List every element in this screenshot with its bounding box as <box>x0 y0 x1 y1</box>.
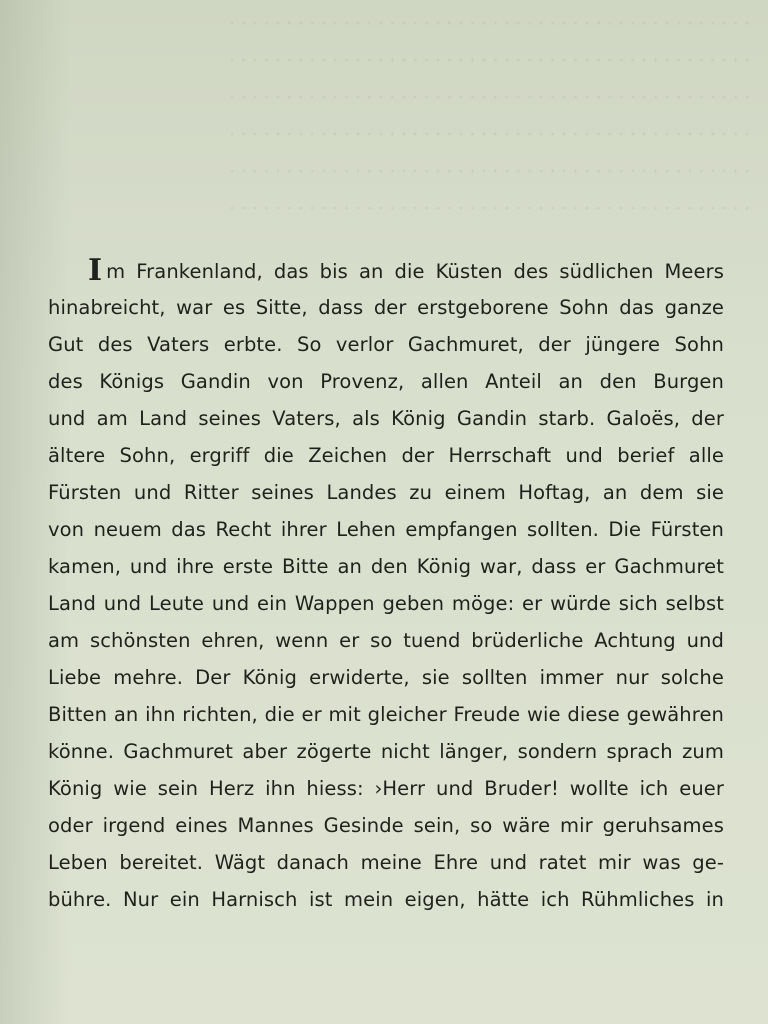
text-line: König wie sein Herz ihn hiess: ›Herr und Bruder! wollte ich euer <box>48 777 724 800</box>
body-text <box>48 252 724 918</box>
text-line: Bitten an ihn richten, die er mit gleicher Freude wie diese gewähren <box>48 703 724 726</box>
text-line: Gut des Vaters erbte. So verlor Gachmuret, der jüngere Sohn <box>48 333 724 356</box>
text-line: am schönsten ehren, wenn er so tuend brüderliche Achtung und <box>48 629 724 652</box>
text-line: des Königs Gandin von Provenz, allen Anteil an den Burgen <box>48 370 724 393</box>
show-through-text: . . . . . . . . . . . . . . . . . . . . . . . . . . . . . . . . . . . . . . . . . . . . . . . . . . . . . . . . . . . . . . . . . . . . . . . . . . . . . . . . . . . . . . . . . . . . . . . . . . . . . . . . . . . . . . . . . . . . . . . . . . . . . . . . . . . . . . . . . . . . . . . . . . . . . . . . . . . . . . . . . . . . . . . . . . . . . . . . . . . . . . . . . . . . . . . . . . . . . . . . . . . . . . . . . . . . . . . . . . . . . . . . . . . . . . . . . . . . . . . . . . . . . . . . . . . . . . . . . . . . . . . . . . . . . . . . . . . . <box>229 8 750 214</box>
text-line: bühre. Nur ein Harnisch ist mein eigen, hätte ich Rühmliches in <box>48 888 724 911</box>
text-line: von neuem das Recht ihrer Lehen empfangen sollten. Die Fürsten <box>48 518 724 541</box>
first-line-text: m Frankenland, das bis an die Küsten des südlichen Meers <box>106 260 724 283</box>
text-line: und am Land seines Vaters, als König Gandin starb. Galoës, der <box>48 407 724 430</box>
text-line: Leben bereitet. Wägt danach meine Ehre und ratet mir was ge- <box>48 851 724 874</box>
drop-cap: I <box>88 253 103 288</box>
text-line: könne. Gachmuret aber zögerte nicht länger, sondern sprach zum <box>48 740 724 763</box>
text-line: Land und Leute und ein Wappen geben möge: er würde sich selbst <box>48 592 724 615</box>
text-line-1 <box>48 252 724 289</box>
text-line: Fürsten und Ritter seines Landes zu einem Hoftag, an dem sie <box>48 481 724 504</box>
text-line: oder irgend eines Mannes Gesinde sein, so wäre mir geruhsames <box>48 814 724 837</box>
text-line: hinabreicht, war es Sitte, dass der erstgeborene Sohn das ganze <box>48 296 724 319</box>
text-line: Liebe mehre. Der König erwiderte, sie sollten immer nur solche <box>48 666 724 689</box>
text-line: ältere Sohn, ergriff die Zeichen der Herrschaft und berief alle <box>48 444 724 467</box>
text-line: kamen, und ihre erste Bitte an den König war, dass er Gachmuret <box>48 555 724 578</box>
